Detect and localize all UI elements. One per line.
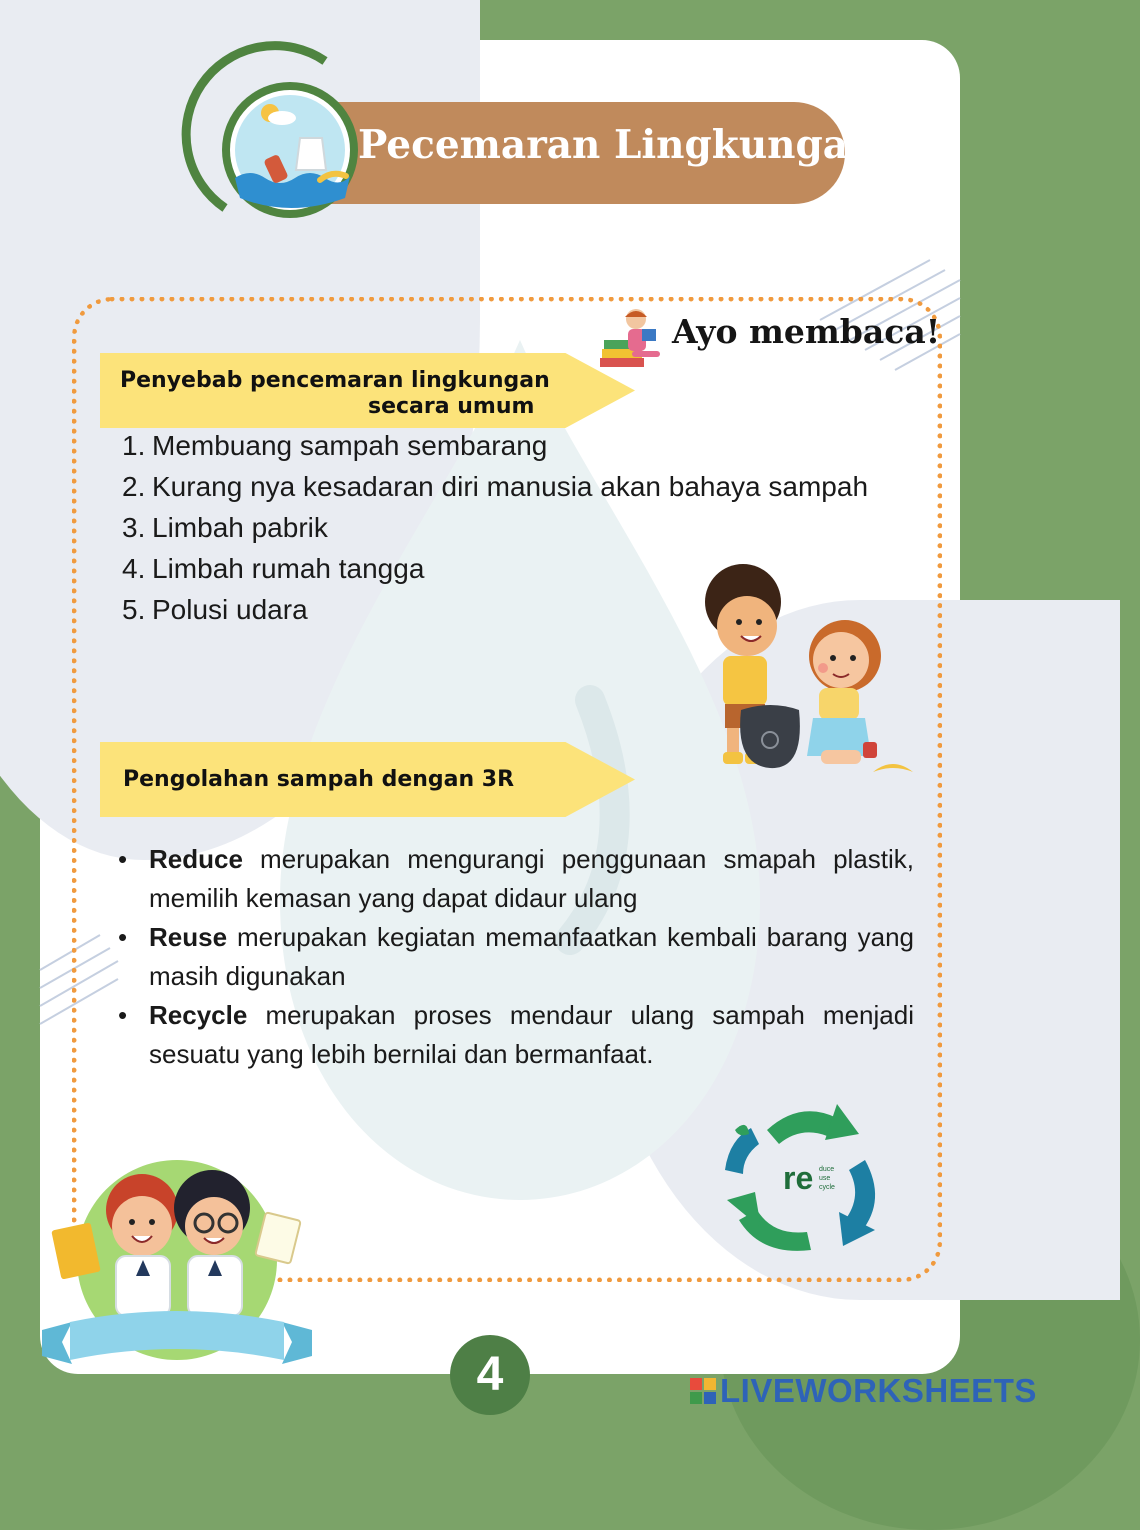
page-header	[180, 60, 877, 230]
liveworksheets-watermark	[690, 1372, 1037, 1410]
list-item-number: 5.	[122, 594, 146, 625]
recycle-re-text: re	[783, 1160, 814, 1196]
bullet: •	[118, 844, 128, 874]
list-item-text: Limbah pabrik	[152, 512, 328, 543]
reading-girl-icon	[598, 305, 670, 375]
students-illustration	[42, 1160, 312, 1375]
list-item	[118, 840, 914, 918]
list-item	[118, 996, 914, 1074]
term-reduce: Reduce	[149, 844, 243, 874]
list-item-text: Membuang sampah sembarang	[152, 430, 548, 461]
list-item-text: Kurang nya kesadaran diri manusia akan bahaya sampah	[152, 471, 869, 502]
term-recycle: Recycle	[149, 1000, 248, 1030]
list-item	[118, 918, 914, 996]
section2-heading: Pengolahan sampah dengan 3R	[123, 767, 515, 792]
ayo-membaca-label: Ayo membaca!	[672, 312, 941, 351]
section1-heading-line2: secara umum	[368, 394, 535, 419]
list-item	[122, 507, 900, 548]
list-item-text: Limbah rumah tangga	[152, 553, 425, 584]
page-title: Pecemaran Lingkungan	[358, 122, 877, 168]
list-item	[122, 466, 900, 507]
list-item-number: 4.	[122, 553, 146, 584]
page-number: 4	[450, 1335, 530, 1415]
term-description: merupakan kegiatan memanfaatkan kembali barang yang masih digunakan	[149, 922, 914, 991]
term-reuse: Reuse	[149, 922, 228, 952]
list-item	[122, 425, 900, 466]
list-item-number: 3.	[122, 512, 146, 543]
recycle-use-text: use	[819, 1175, 831, 1182]
bullet: •	[118, 922, 128, 952]
kids-cleaning-illustration	[695, 560, 920, 780]
term-description: merupakan mengurangi penggunaan smapah plastik, memilih kemasan yang dapat didaur ulang	[149, 844, 914, 913]
watermark-text: LIVEWORKSHEETS	[720, 1372, 1037, 1409]
recycle-cycle-text: cycle	[819, 1184, 835, 1191]
liveworksheets-logo-icon	[690, 1378, 716, 1404]
recycle-logo	[715, 1100, 890, 1260]
term-description: merupakan proses mendaur ulang sampah menjadi sesuatu yang lebih bernilai dan bermanfaat.	[149, 1000, 914, 1069]
list-item-number: 1.	[122, 430, 146, 461]
list-item-text: Polusi udara	[152, 594, 308, 625]
list-item-number: 2.	[122, 471, 146, 502]
pollution-emblem-icon	[190, 58, 370, 228]
bullet: •	[118, 1000, 128, 1030]
three-r-list	[118, 840, 914, 1074]
section1-heading-line1: Penyebab pencemaran lingkungan	[120, 368, 550, 393]
recycle-duce-text: duce	[819, 1166, 835, 1173]
